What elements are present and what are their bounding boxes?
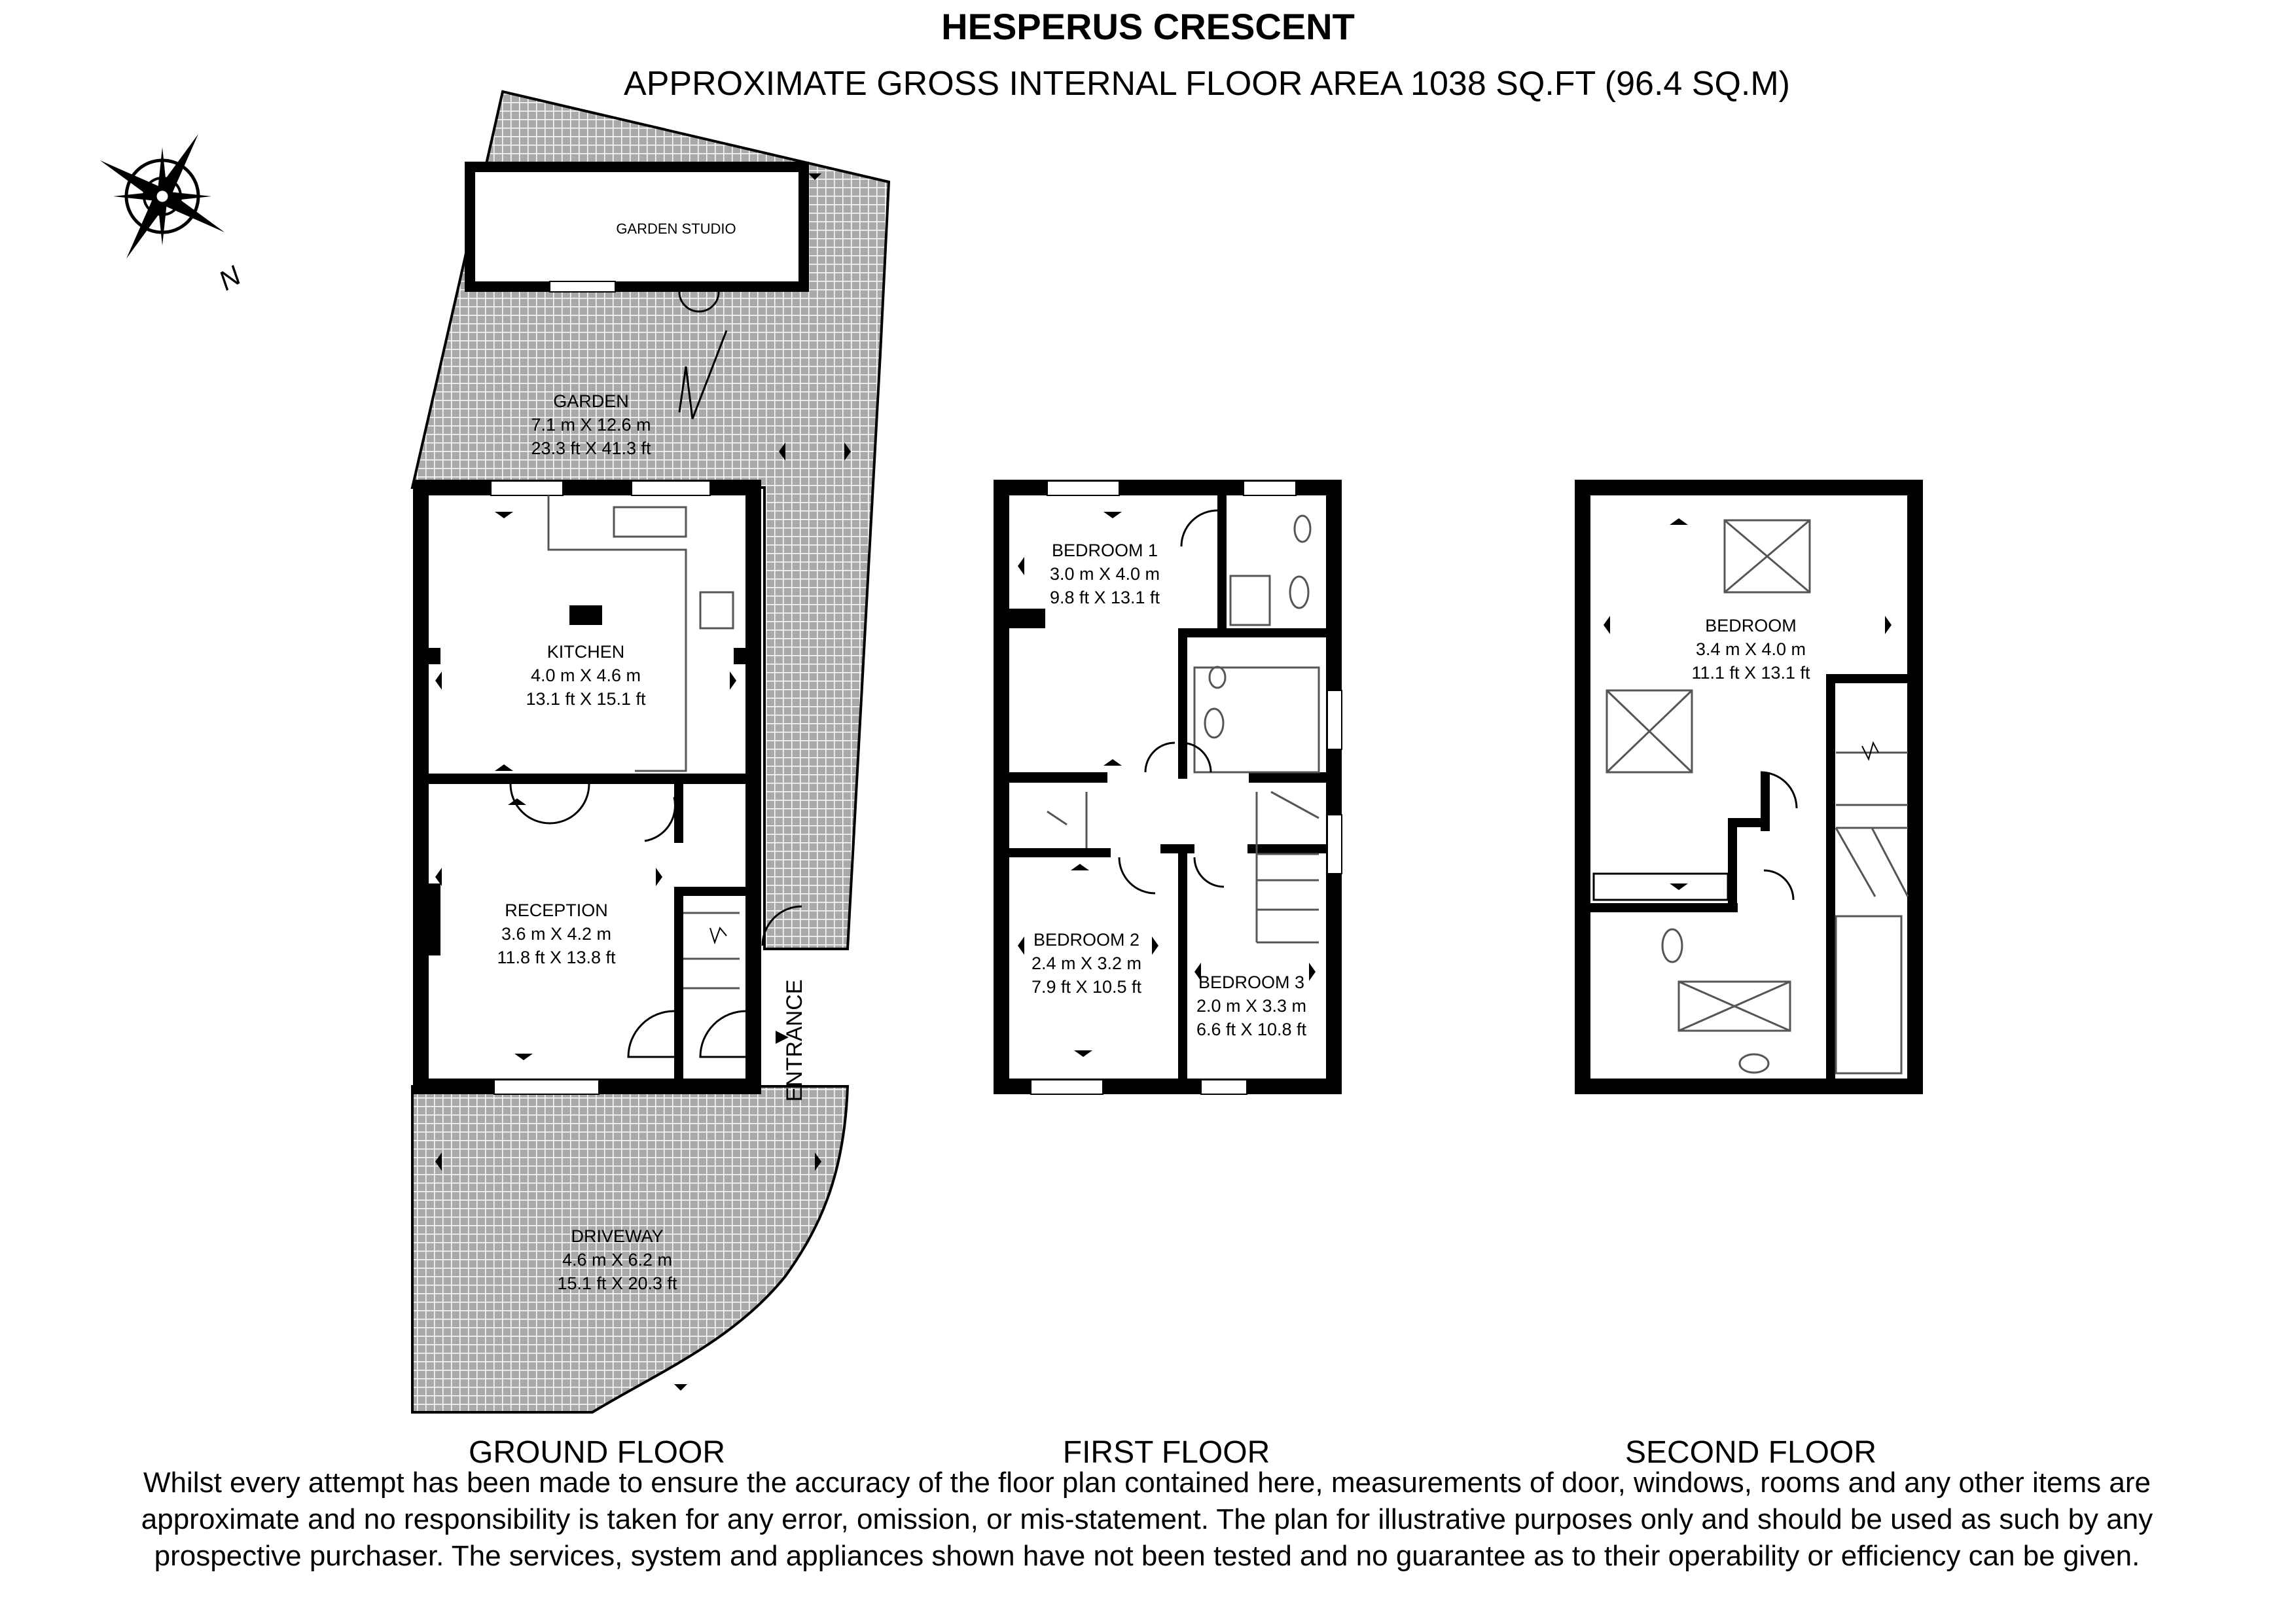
bedroom-imperial: 11.1 ft X 13.1 ft [1691, 663, 1810, 683]
bedroom1-name: BEDROOM 1 [1051, 541, 1158, 560]
reception-metric: 3.6 m X 4.2 m [501, 924, 612, 944]
garden-name: GARDEN [553, 391, 629, 411]
bedroom3-name: BEDROOM 3 [1198, 972, 1305, 992]
bedroom1-metric: 3.0 m X 4.0 m [1049, 564, 1160, 584]
bedroom-name: BEDROOM [1705, 616, 1797, 635]
bedroom1-imperial: 9.8 ft X 13.1 ft [1049, 588, 1160, 607]
reception-imperial: 11.8 ft X 13.8 ft [497, 948, 616, 967]
garden-imperial: 23.3 ft X 41.3 ft [531, 438, 651, 458]
driveway-name: DRIVEWAY [571, 1226, 664, 1246]
second-floor-plan [1583, 488, 1915, 1470]
plan-title: HESPERUS CRESCENT [941, 6, 1355, 47]
house-outline [421, 488, 753, 1086]
bedroom-metric: 3.4 m X 4.0 m [1695, 639, 1806, 659]
reception-name: RECEPTION [505, 901, 608, 920]
kitchen-imperial: 13.1 ft X 15.1 ft [526, 689, 646, 709]
entrance-label: ENTRANCE [782, 979, 807, 1102]
north-label: N [213, 259, 246, 296]
bedroom2-metric: 2.4 m X 3.2 m [1031, 954, 1142, 973]
bedroom2-imperial: 7.9 ft X 10.5 ft [1031, 977, 1142, 997]
ground-floor-plan [412, 92, 889, 1470]
second-floor-label: SECOND FLOOR [1624, 1435, 1877, 1470]
garden-studio-label: GARDEN STUDIO [616, 221, 736, 237]
ground-floor-label: GROUND FLOOR [468, 1435, 726, 1470]
kitchen-name: KITCHEN [547, 642, 625, 662]
bedroom2-name: BEDROOM 2 [1033, 930, 1140, 950]
bedroom3-imperial: 6.6 ft X 10.8 ft [1196, 1020, 1307, 1039]
first-floor-plan [1001, 481, 1342, 1470]
kitchen-metric: 4.0 m X 4.6 m [530, 666, 641, 685]
driveway-area [412, 1086, 848, 1412]
driveway-metric: 4.6 m X 6.2 m [562, 1250, 673, 1270]
driveway-imperial: 15.1 ft X 20.3 ft [557, 1274, 677, 1293]
disclaimer-text: Whilst every attempt has been made to ensure the accuracy of the floor plan contained here, measurements of door, windows, rooms and any other items are approximate and no responsibility is taken for any error, omission, or mis-statement. The plan for illustrative purposes only and should be used as such by any prospective purchaser. The services, system and appliances shown have not been tested and no guarantee as to their operability or efficiency can be given. [141, 1467, 2153, 1572]
second-floor-outline [1583, 488, 1915, 1086]
kitchen-island [569, 605, 602, 625]
first-floor-label: FIRST FLOOR [1062, 1435, 1270, 1470]
garden-metric: 7.1 m X 12.6 m [531, 415, 651, 435]
bedroom3-metric: 2.0 m X 3.3 m [1196, 996, 1307, 1016]
plan-subtitle: APPROXIMATE GROSS INTERNAL FLOOR AREA 1038 SQ.FT (96.4 SQ.M) [624, 65, 1790, 103]
compass-rose-icon [96, 130, 229, 263]
